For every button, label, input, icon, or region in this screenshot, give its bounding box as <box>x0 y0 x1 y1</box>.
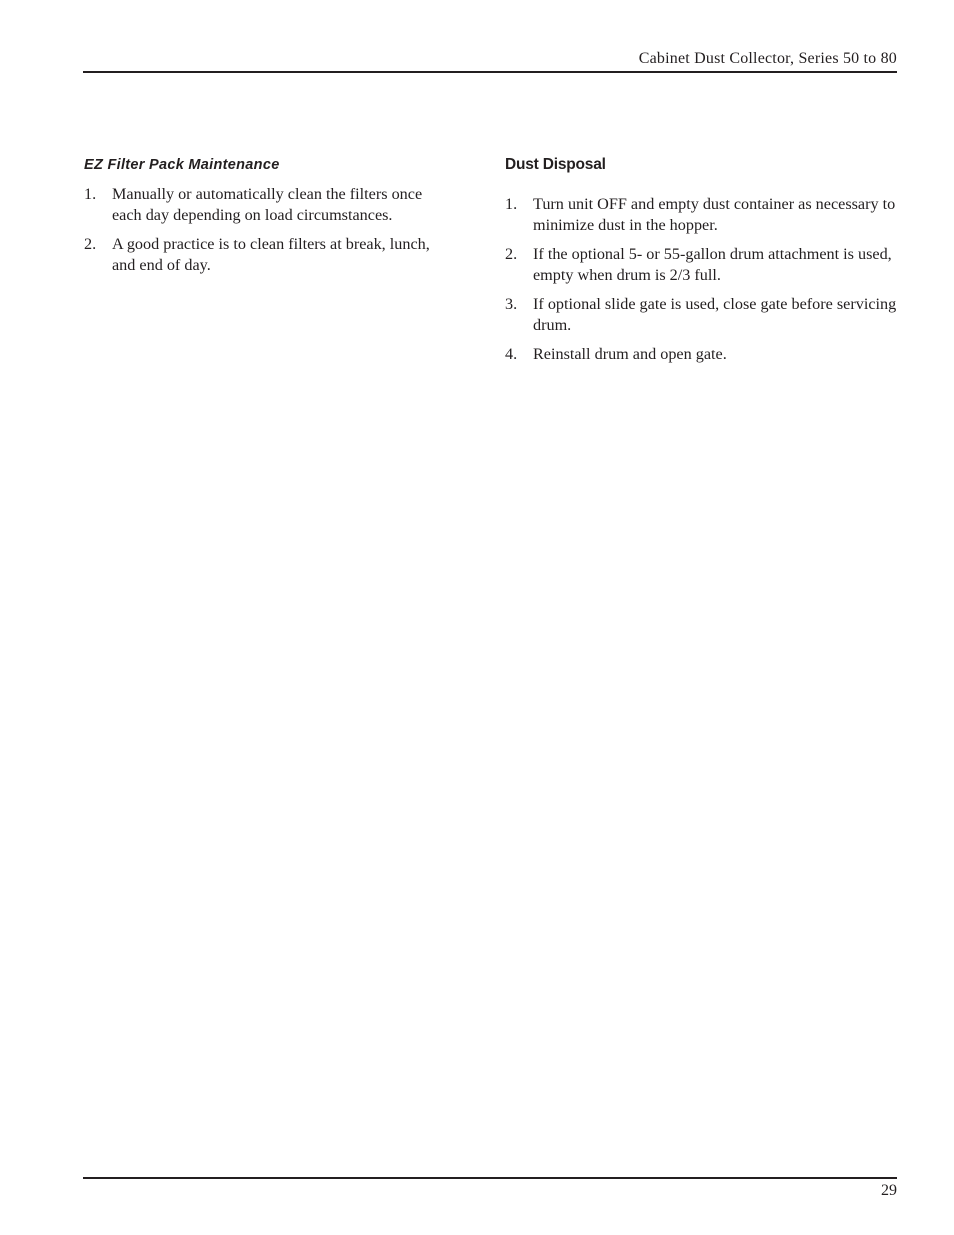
list-item-text: Manually or automatically clean the filters once each day depending on load circumstances. <box>112 185 423 224</box>
list-item <box>505 194 900 236</box>
list-item-text: If the optional 5- or 55-gallon drum attachment is used, empty when drum is 2/3 full. <box>533 245 892 284</box>
page-number: 29 <box>881 1182 897 1199</box>
list-item-number: 1. <box>84 185 97 203</box>
list-item <box>84 234 444 276</box>
running-header: Cabinet Dust Collector, Series 50 to 80 <box>638 50 897 67</box>
filter-maintenance-section <box>84 156 444 284</box>
list-item-text: If optional slide gate is used, close gate before servicing drum. <box>533 295 897 334</box>
footer-rule <box>83 1177 897 1179</box>
list-item-number: 2. <box>505 245 518 263</box>
list-item-number: 3. <box>505 295 518 313</box>
list-item <box>505 294 900 336</box>
dust-disposal-section <box>505 156 900 373</box>
list-item-number: 4. <box>505 345 518 363</box>
list-item <box>505 344 900 365</box>
list-item <box>505 244 900 286</box>
dust-disposal-list <box>505 194 900 365</box>
list-item-text: A good practice is to clean filters at break, lunch, and end of day. <box>112 235 430 274</box>
list-item-number: 1. <box>505 195 518 213</box>
list-item-number: 2. <box>84 235 97 253</box>
filter-maintenance-heading: EZ Filter Pack Maintenance <box>84 157 280 173</box>
dust-disposal-heading: Dust Disposal <box>505 156 606 173</box>
list-item-text: Reinstall drum and open gate. <box>533 345 727 363</box>
filter-maintenance-list <box>84 184 444 276</box>
header-rule <box>83 71 897 73</box>
list-item-text: Turn unit OFF and empty dust container as necessary to minimize dust in the hopper. <box>533 195 896 234</box>
list-item <box>84 184 444 226</box>
